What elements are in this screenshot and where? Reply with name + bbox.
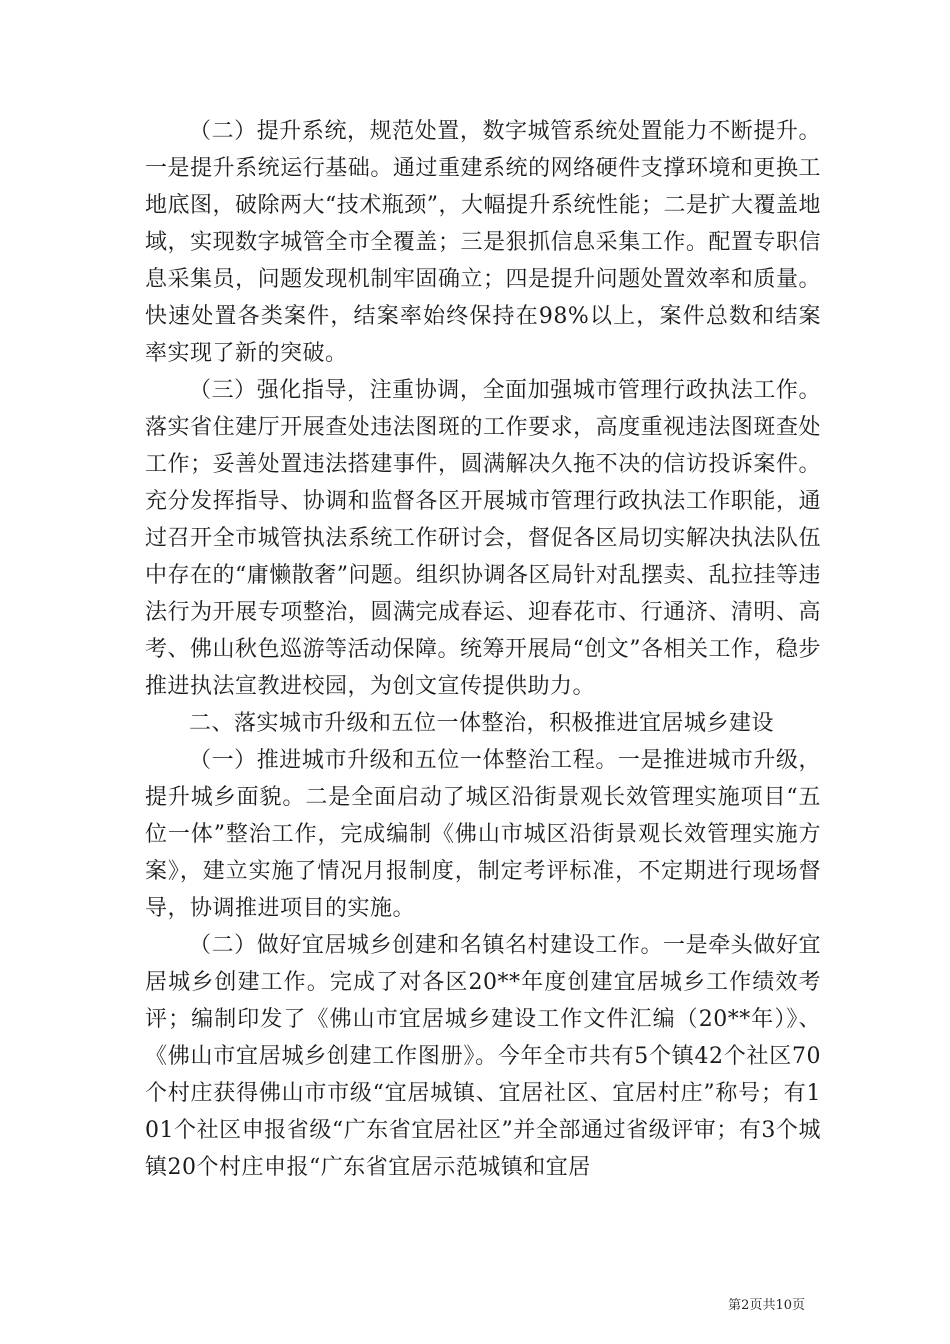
section-heading: 二、落实城市升级和五位一体整治，积极推进宜居城乡建设 <box>189 711 775 736</box>
paragraph-livable-towns: （二）做好宜居城乡创建和名镇名村建设工作。一是牵头做好宜居城乡创建工作。完成了对各区20**年度创建宜居城乡工作绩效考评；编制印发了《佛山市宜居城乡建设工作文件汇编（20**年）》、《佛山市宜居城乡创建工作图册》。今年全市共有5个镇42个社区70个村庄获得佛山市市级“宜居城镇、宜居社区、宜居村庄”称号；有101个社区申报省级“广东省宜居社区”并全部通过省级评审；有3个城镇20个村庄申报“广东省宜居示范城镇和宜居 <box>145 933 821 1180</box>
paragraph-digital-city-management: （二）提升系统，规范处置，数字城管系统处置能力不断提升。一是提升系统运行基础。通过重建系统的网络硬件支撑环境和更换工地底图，破除两大“技术瓶颈”，大幅提升系统性能；二是扩大覆盖地域，实现数字城管全市全覆盖；三是狠抓信息采集工作。配置专职信息采集员，问题发现机制牢固确立；四是提升问题处置效率和质量。快速处置各类案件，结案率始终保持在98%以上，案件总数和结案率实现了新的突破。 <box>145 119 821 366</box>
document-body <box>145 113 821 1186</box>
paragraph-law-enforcement: （三）强化指导，注重协调，全面加强城市管理行政执法工作。落实省住建厅开展查处违法图斑的工作要求，高度重视违法图斑查处工作；妥善处置违法搭建事件，圆满解决久拖不决的信访投诉案件。充分发挥指导、协调和监督各区开展城市管理行政执法工作职能，通过召开全市城管执法系统工作研讨会，督促各区局切实解决执法队伍中存在的“庸懒散奢”问题。组织协调各区局针对乱摆卖、乱拉挂等违法行为开展专项整治，圆满完成春运、迎春花市、行通济、清明、高考、佛山秋色巡游等活动保障。统筹开展局“创文”各相关工作，稳步推进执法宣教进校园，为创文宣传提供助力。 <box>145 378 821 699</box>
page-number-footer: 第2页共10页 <box>728 1298 805 1313</box>
paragraph-city-upgrade: （一）推进城市升级和五位一体整治工程。一是推进城市升级，提升城乡面貌。二是全面启动了城区沿街景观长效管理实施项目“五位一体”整治工作，完成编制《佛山市城区沿街景观长效管理实施方案》，建立实施了情况月报制度，制定考评标准，不定期进行现场督导，协调推进项目的实施。 <box>145 748 821 921</box>
